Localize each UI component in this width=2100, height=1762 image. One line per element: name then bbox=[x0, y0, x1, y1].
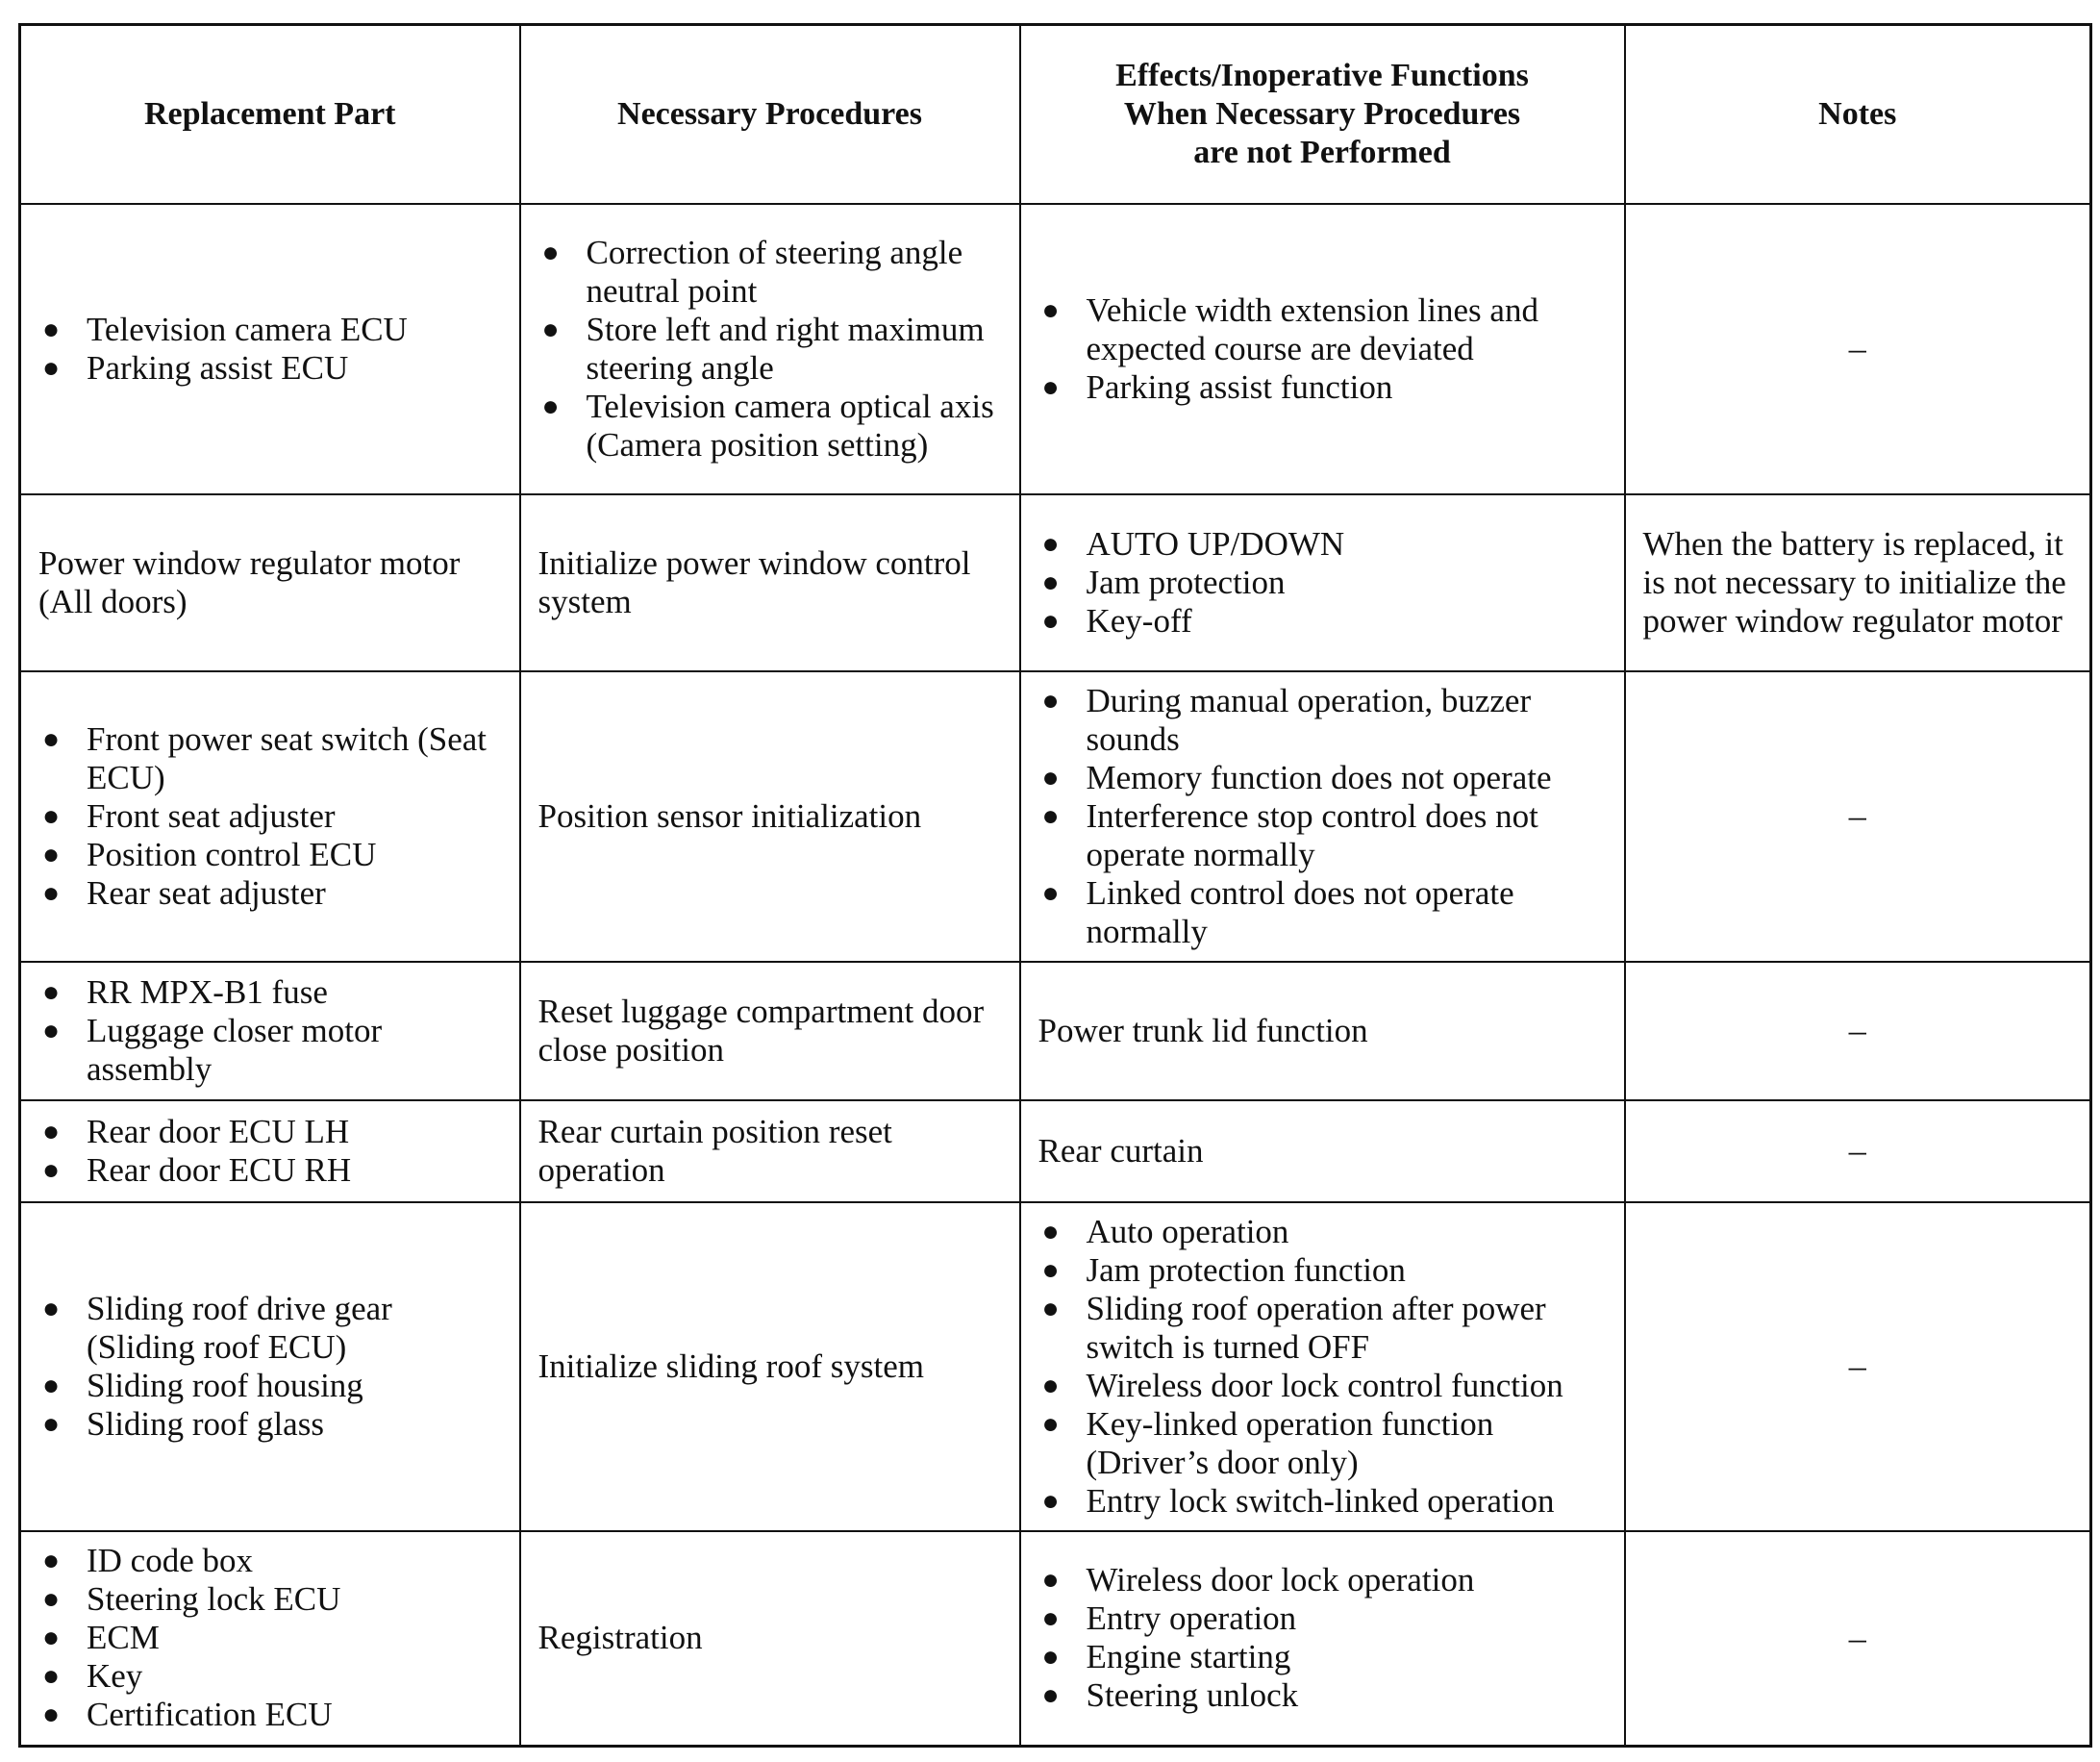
list-item-text: Entry lock switch-linked operation bbox=[1086, 1481, 1555, 1520]
effects-cell bbox=[1020, 494, 1625, 671]
bullet-list bbox=[38, 1290, 502, 1444]
list-item-text: Television camera optical axis (Camera position setting) bbox=[586, 387, 994, 464]
bullet-icon: ● bbox=[42, 1699, 61, 1731]
header-notes: Notes bbox=[1625, 25, 2091, 204]
list-item-text: Vehicle width extension lines and expected course are deviated bbox=[1086, 290, 1538, 367]
bullet-icon: ● bbox=[42, 1583, 61, 1616]
bullet-list bbox=[538, 234, 1002, 465]
part-cell bbox=[20, 1531, 520, 1747]
list-item-text: Parking assist ECU bbox=[87, 348, 349, 387]
bullet-icon: ● bbox=[42, 1153, 61, 1186]
list-item-text: Wireless door lock control function bbox=[1086, 1366, 1563, 1404]
bullet-list bbox=[1038, 1213, 1607, 1521]
bullet-icon: ● bbox=[42, 876, 61, 909]
list-item bbox=[538, 234, 1002, 311]
bullet-icon: ● bbox=[1041, 1564, 1060, 1597]
list-item bbox=[1038, 1638, 1607, 1676]
bullet-icon: ● bbox=[42, 1622, 61, 1654]
cell-text: Initialize sliding roof system bbox=[538, 1347, 924, 1385]
table-row bbox=[20, 962, 2091, 1100]
effects-cell bbox=[1020, 1100, 1625, 1202]
procedure-cell bbox=[520, 962, 1020, 1100]
list-item-text: Certification ECU bbox=[87, 1696, 333, 1734]
notes-cell bbox=[1625, 494, 2091, 671]
list-item bbox=[1038, 1561, 1607, 1599]
list-item bbox=[1038, 1367, 1607, 1405]
empty-note-dash: – bbox=[1848, 1131, 1866, 1170]
procedure-cell bbox=[520, 1100, 1020, 1202]
list-item-text: Television camera ECU bbox=[87, 310, 408, 348]
list-item bbox=[38, 874, 502, 913]
procedure-cell bbox=[520, 1531, 1020, 1747]
list-item bbox=[1038, 682, 1607, 759]
bullet-icon: ● bbox=[42, 313, 61, 345]
bullet-icon: ● bbox=[42, 838, 61, 870]
list-item-text: Sliding roof housing bbox=[87, 1366, 363, 1404]
bullet-icon: ● bbox=[1041, 370, 1060, 403]
procedure-cell bbox=[520, 204, 1020, 494]
list-item bbox=[38, 1696, 502, 1734]
cell-text: Position sensor initialization bbox=[538, 796, 922, 835]
list-item bbox=[538, 388, 1002, 465]
list-item bbox=[38, 1542, 502, 1580]
list-item bbox=[38, 1012, 502, 1089]
bullet-icon: ● bbox=[1041, 1369, 1060, 1401]
list-item bbox=[38, 1580, 502, 1619]
bullet-icon: ● bbox=[42, 722, 61, 755]
list-item bbox=[38, 1367, 502, 1405]
notes-cell bbox=[1625, 1531, 2091, 1747]
list-item bbox=[38, 1405, 502, 1444]
bullet-icon: ● bbox=[1041, 1292, 1060, 1324]
list-item bbox=[1038, 759, 1607, 797]
header-effects: Effects/Inoperative Functions When Necessary Procedures are not Performed bbox=[1020, 25, 1625, 204]
list-item-text: Jam protection function bbox=[1086, 1250, 1406, 1289]
notes-cell bbox=[1625, 671, 2091, 962]
effects-cell bbox=[1020, 962, 1625, 1100]
part-cell bbox=[20, 494, 520, 671]
effects-cell bbox=[1020, 671, 1625, 962]
bullet-icon: ● bbox=[42, 1115, 61, 1147]
list-item-text: Key-linked operation function (Driver’s door only) bbox=[1086, 1404, 1494, 1481]
list-item bbox=[38, 1619, 502, 1657]
bullet-icon: ● bbox=[1041, 1641, 1060, 1674]
header-row bbox=[20, 25, 2091, 204]
cell-text: Initialize power window control system bbox=[538, 543, 971, 620]
empty-note-dash: – bbox=[1848, 796, 1866, 835]
table-row bbox=[20, 1100, 2091, 1202]
list-item-text: Rear seat adjuster bbox=[87, 873, 326, 912]
list-item bbox=[1038, 1290, 1607, 1367]
list-item-text: Luggage closer motor assembly bbox=[87, 1011, 383, 1088]
list-item bbox=[38, 1113, 502, 1151]
bullet-list bbox=[1038, 291, 1607, 407]
bullet-list bbox=[38, 720, 502, 913]
list-item-text: Wireless door lock operation bbox=[1086, 1561, 1475, 1599]
list-item-text: Position control ECU bbox=[87, 835, 377, 873]
list-item bbox=[538, 311, 1002, 388]
bullet-icon: ● bbox=[1041, 1484, 1060, 1517]
header-replacement-part: Replacement Part bbox=[20, 25, 520, 204]
list-item bbox=[38, 797, 502, 836]
table-body bbox=[20, 204, 2091, 1747]
bullet-icon: ● bbox=[1041, 293, 1060, 326]
table-row bbox=[20, 1531, 2091, 1747]
list-item-text: RR MPX-B1 fuse bbox=[87, 972, 328, 1011]
bullet-icon: ● bbox=[42, 1660, 61, 1693]
bullet-icon: ● bbox=[42, 1369, 61, 1401]
bullet-icon: ● bbox=[1041, 799, 1060, 832]
empty-note-dash: – bbox=[1848, 1347, 1866, 1385]
procedures-table bbox=[18, 23, 2092, 1748]
table-row bbox=[20, 1202, 2091, 1531]
list-item bbox=[38, 1290, 502, 1367]
list-item-text: Key-off bbox=[1086, 601, 1192, 640]
effects-cell bbox=[1020, 204, 1625, 494]
list-item-text: ECM bbox=[87, 1619, 160, 1657]
list-item-text: Auto operation bbox=[1086, 1212, 1289, 1250]
bullet-icon: ● bbox=[42, 799, 61, 832]
cell-text: Rear curtain bbox=[1038, 1131, 1204, 1170]
bullet-icon: ● bbox=[1041, 876, 1060, 909]
list-item bbox=[1038, 1676, 1607, 1715]
notes-cell bbox=[1625, 962, 2091, 1100]
list-item-text: During manual operation, buzzer sounds bbox=[1086, 681, 1532, 758]
list-item-text: Steering lock ECU bbox=[87, 1580, 341, 1619]
bullet-icon: ● bbox=[541, 313, 560, 345]
bullet-icon: ● bbox=[1041, 527, 1060, 560]
effects-cell bbox=[1020, 1202, 1625, 1531]
bullet-icon: ● bbox=[42, 1014, 61, 1046]
procedure-cell bbox=[520, 1202, 1020, 1531]
table-row bbox=[20, 204, 2091, 494]
part-cell bbox=[20, 962, 520, 1100]
list-item-text: ID code box bbox=[87, 1542, 254, 1580]
empty-note-dash: – bbox=[1848, 1011, 1866, 1049]
bullet-icon: ● bbox=[42, 1545, 61, 1577]
bullet-icon: ● bbox=[42, 1407, 61, 1440]
list-item bbox=[38, 349, 502, 388]
bullet-icon: ● bbox=[42, 975, 61, 1008]
bullet-list bbox=[38, 1542, 502, 1734]
list-item bbox=[1038, 291, 1607, 368]
list-item bbox=[38, 311, 502, 349]
bullet-icon: ● bbox=[1041, 1679, 1060, 1712]
list-item-text: Steering unlock bbox=[1086, 1676, 1299, 1715]
effects-cell bbox=[1020, 1531, 1625, 1747]
list-item bbox=[1038, 797, 1607, 874]
list-item-text: Key bbox=[87, 1657, 143, 1696]
list-item-text: Sliding roof drive gear (Sliding roof ECU) bbox=[87, 1289, 392, 1366]
list-item-text: Front power seat switch (Seat ECU) bbox=[87, 719, 488, 796]
list-item-text: Parking assist function bbox=[1086, 367, 1393, 406]
table-row bbox=[20, 494, 2091, 671]
bullet-icon: ● bbox=[1041, 1215, 1060, 1247]
list-item bbox=[1038, 1251, 1607, 1290]
empty-note-dash: – bbox=[1848, 1618, 1866, 1657]
bullet-list bbox=[38, 973, 502, 1089]
list-item bbox=[38, 1657, 502, 1696]
cell-text: Reset luggage compartment door close position bbox=[538, 992, 985, 1069]
list-item bbox=[38, 973, 502, 1012]
list-item bbox=[1038, 368, 1607, 407]
list-item-text: Linked control does not operate normally bbox=[1086, 873, 1514, 950]
list-item-text: Front seat adjuster bbox=[87, 796, 336, 835]
bullet-icon: ● bbox=[1041, 1602, 1060, 1635]
cell-text: Power trunk lid function bbox=[1038, 1011, 1368, 1049]
bullet-list bbox=[1038, 1561, 1607, 1715]
bullet-list bbox=[38, 1113, 502, 1190]
list-item bbox=[1038, 1405, 1607, 1482]
cell-text: Registration bbox=[538, 1619, 703, 1657]
list-item bbox=[1038, 1482, 1607, 1521]
cell-text: When the battery is replaced, it is not necessary to initialize the power window regulator motor bbox=[1642, 524, 2066, 640]
part-cell bbox=[20, 671, 520, 962]
list-item bbox=[1038, 525, 1607, 564]
list-item-text: Correction of steering angle neutral point bbox=[586, 233, 963, 310]
list-item bbox=[1038, 1599, 1607, 1638]
bullet-icon: ● bbox=[1041, 604, 1060, 637]
header-necessary-procedures: Necessary Procedures bbox=[520, 25, 1020, 204]
list-item bbox=[1038, 874, 1607, 951]
bullet-icon: ● bbox=[541, 390, 560, 422]
list-item-text: Rear door ECU RH bbox=[87, 1150, 352, 1189]
notes-cell bbox=[1625, 1202, 2091, 1531]
bullet-list bbox=[1038, 682, 1607, 951]
list-item bbox=[38, 720, 502, 797]
list-item-text: Memory function does not operate bbox=[1086, 758, 1552, 796]
bullet-icon: ● bbox=[42, 1292, 61, 1324]
list-item-text: Engine starting bbox=[1086, 1638, 1291, 1676]
notes-cell bbox=[1625, 1100, 2091, 1202]
bullet-icon: ● bbox=[541, 236, 560, 268]
list-item bbox=[1038, 602, 1607, 641]
list-item bbox=[38, 1151, 502, 1190]
list-item-text: Sliding roof glass bbox=[87, 1404, 324, 1443]
table-row bbox=[20, 671, 2091, 962]
list-item-text: Jam protection bbox=[1086, 563, 1286, 601]
part-cell bbox=[20, 1100, 520, 1202]
bullet-icon: ● bbox=[42, 351, 61, 384]
list-item-text: AUTO UP/DOWN bbox=[1086, 524, 1345, 563]
list-item-text: Entry operation bbox=[1086, 1599, 1297, 1638]
list-item bbox=[38, 836, 502, 874]
cell-text: Rear curtain position reset operation bbox=[538, 1112, 892, 1189]
bullet-list bbox=[38, 311, 502, 388]
bullet-icon: ● bbox=[1041, 1407, 1060, 1440]
bullet-icon: ● bbox=[1041, 1253, 1060, 1286]
list-item-text: Store left and right maximum steering angle bbox=[586, 310, 985, 387]
bullet-icon: ● bbox=[1041, 761, 1060, 793]
list-item bbox=[1038, 1213, 1607, 1251]
cell-text: Power window regulator motor (All doors) bbox=[38, 543, 461, 620]
list-item bbox=[1038, 564, 1607, 602]
notes-cell bbox=[1625, 204, 2091, 494]
list-item-text: Interference stop control does not operate normally bbox=[1086, 796, 1538, 873]
list-item-text: Rear door ECU LH bbox=[87, 1112, 350, 1150]
bullet-icon: ● bbox=[1041, 566, 1060, 598]
procedure-cell bbox=[520, 494, 1020, 671]
part-cell bbox=[20, 204, 520, 494]
part-cell bbox=[20, 1202, 520, 1531]
bullet-icon: ● bbox=[1041, 684, 1060, 717]
list-item-text: Sliding roof operation after power switch is turned OFF bbox=[1086, 1289, 1546, 1366]
empty-note-dash: – bbox=[1848, 329, 1866, 367]
procedure-cell bbox=[520, 671, 1020, 962]
bullet-list bbox=[1038, 525, 1607, 641]
